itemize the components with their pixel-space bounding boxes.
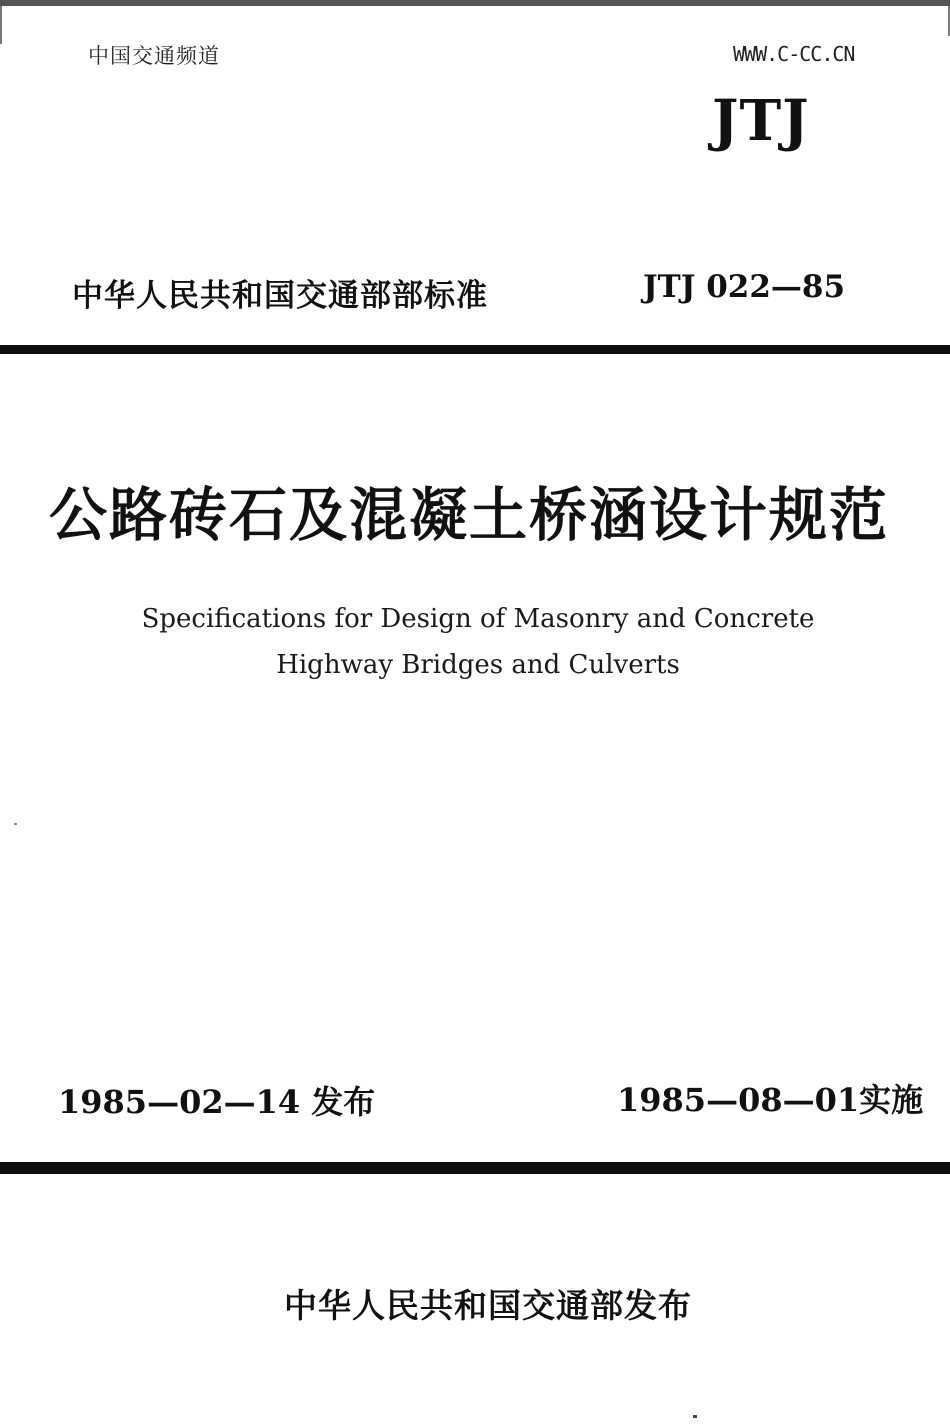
brand-mark: JTJ bbox=[712, 88, 810, 154]
watermark-site-name: 中国交通频道 bbox=[88, 44, 220, 68]
bottom-rule-divider bbox=[0, 1162, 950, 1174]
english-title-line-2: Highway Bridges and Culverts bbox=[276, 650, 680, 680]
publisher: 中华人民共和国交通部发布 bbox=[284, 1286, 692, 1325]
scan-speck bbox=[14, 823, 17, 825]
left-edge-mark bbox=[0, 6, 2, 44]
issue-date: 1985—02—14 发布 bbox=[58, 1083, 376, 1121]
document-title-chinese: 公路砖石及混凝土桥涵设计规范 bbox=[48, 481, 889, 549]
english-title-line-1: Specifications for Design of Masonry and Concrete bbox=[141, 604, 815, 634]
watermark-url: WWW.C-CC.CN bbox=[733, 42, 855, 66]
issuer-standard: 中华人民共和国交通部部标准 bbox=[72, 278, 488, 314]
top-border bbox=[0, 0, 950, 6]
standard-code: JTJ 022—85 bbox=[643, 269, 846, 305]
top-rule-divider bbox=[0, 345, 950, 354]
scan-speck-bottom bbox=[693, 1415, 697, 1418]
document-title-english bbox=[0, 596, 950, 688]
effective-date: 1985—08—01实施 bbox=[617, 1081, 924, 1119]
